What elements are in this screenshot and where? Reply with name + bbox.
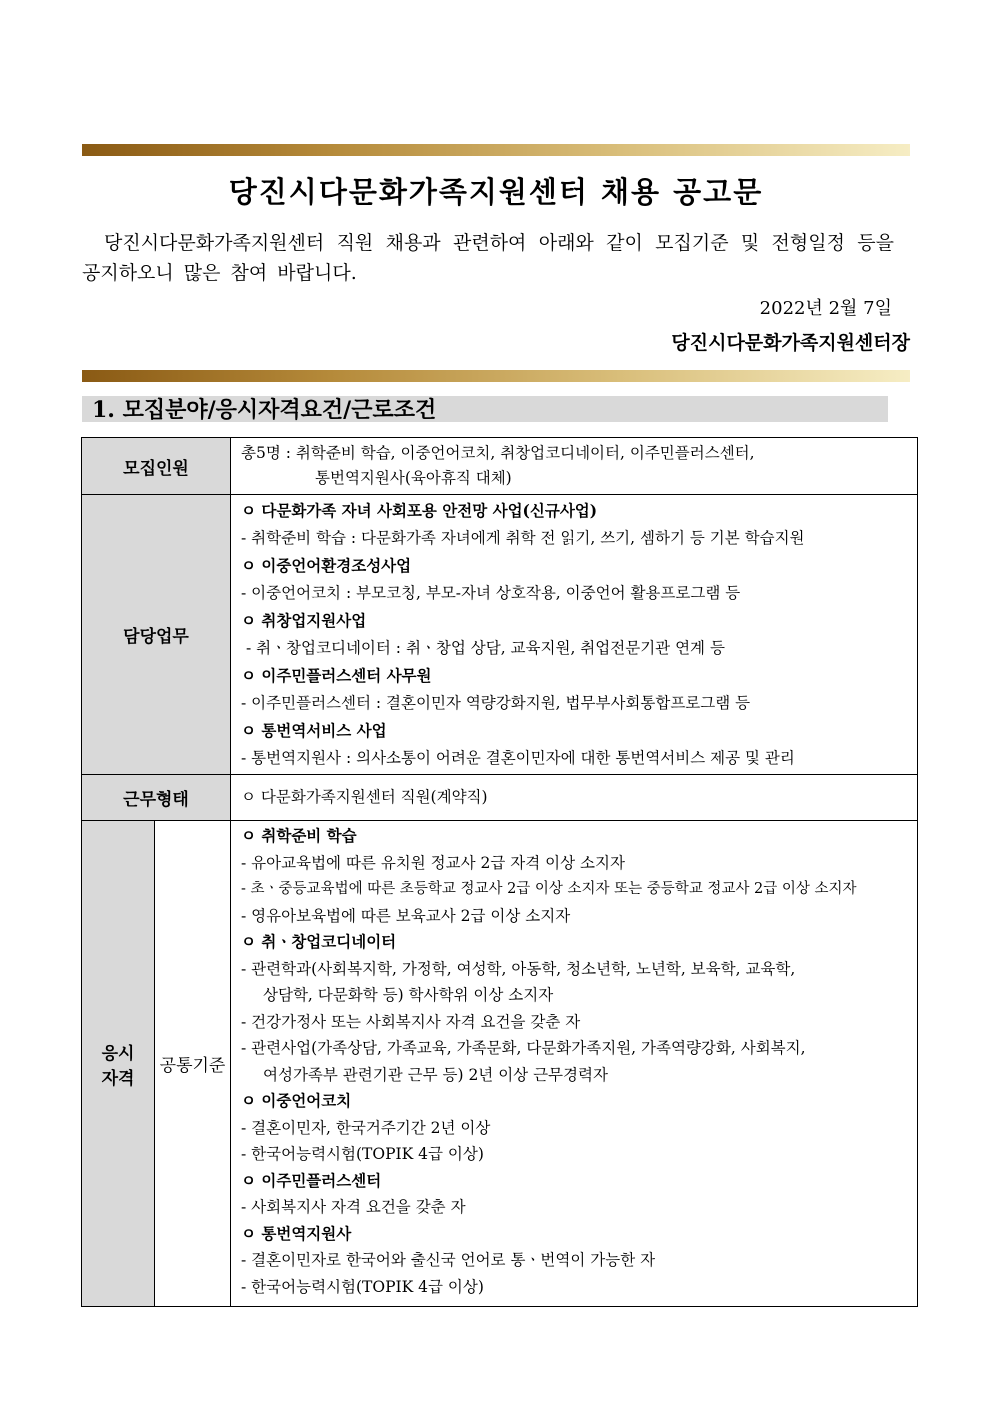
section-heading: 1. 모집분야/응시자격요건/근로조건 — [82, 396, 888, 422]
duty-detail: - 취학준비 학습 : 다문화가족 자녀에게 취학 전 읽기, 쓰기, 셈하기 등 기본 학습지원 — [241, 528, 805, 547]
qualification-line: 여성가족부 관련기관 근무 등) 2년 이상 근무경력자 — [263, 1065, 608, 1084]
duty-detail: - 취ㆍ창업코디네이터 : 취ㆍ창업 상담, 교육지원, 취업전문기관 연계 등 — [241, 638, 725, 657]
top-decorative-bar — [82, 144, 910, 156]
qualification-head: ㅇ 이주민플러스센터 — [241, 1170, 382, 1190]
qualification-label-line: 자격 — [101, 1068, 135, 1089]
table-row-recruit — [82, 438, 918, 495]
table-row-employment — [82, 775, 918, 821]
qualification-line: - 관련학과(사회복지학, 가정학, 여성학, 아동학, 청소년학, 노년학, 보육학, 교육학, — [241, 959, 796, 978]
recruit-content — [231, 438, 918, 495]
duties-label: 담당업무 — [82, 495, 231, 775]
duty-head: ㅇ 취창업지원사업 — [241, 611, 367, 630]
table-row-duties — [82, 495, 918, 775]
organization-signature: 당진시다문화가족지원센터장 — [671, 332, 910, 354]
duty-detail: - 통번역지원사 : 의사소통이 어려운 결혼이민자에 대한 통번역서비스 제공 및 관리 — [241, 748, 795, 767]
qualification-label — [82, 821, 155, 1307]
employment-label: 근무형태 — [82, 775, 231, 821]
qualification-line: - 사회복지사 자격 요건을 갖춘 자 — [241, 1198, 466, 1216]
qualification-label-line: 응시 — [101, 1043, 135, 1064]
recruit-line: 통번역지원사(육아휴직 대체) — [315, 469, 512, 487]
recruitment-table — [81, 437, 918, 1307]
qualification-line: - 관련사업(가족상담, 가족교육, 가족문화, 다문화가족지원, 가족역량강화, 사회복지, — [241, 1039, 806, 1057]
qualification-head: ㅇ 이중언어코치 — [241, 1091, 352, 1110]
duty-detail: - 이중언어코치 : 부모코칭, 부모-자녀 상호작용, 이중언어 활용프로그램 등 — [241, 583, 741, 602]
intro-paragraph: 당진시다문화가족지원센터 직원 채용과 관련하여 아래와 같이 모집기준 및 전형일정 등을 공지하오니 많은 참여 바랍니다. — [82, 232, 894, 284]
qualification-head: ㅇ 취ㆍ창업코디네이터 — [241, 932, 397, 951]
qualification-line: - 결혼이민자, 한국거주기간 2년 이상 — [241, 1118, 491, 1137]
duty-head: ㅇ 통번역서비스 사업 — [241, 721, 387, 740]
recruit-line: 총5명 : 취학준비 학습, 이중언어코치, 취창업코디네이터, 이주민플러스센터, — [241, 444, 755, 462]
qualification-line: - 초ㆍ중등교육법에 따른 초등학교 정교사 2급 이상 소지자 또는 중등학교 정교사 2급 이상 소지자 — [241, 881, 857, 897]
notice-date: 2022년 2월 7일 — [759, 298, 892, 319]
qualification-line: - 결혼이민자로 한국어와 출신국 언어로 통ㆍ번역이 가능한 자 — [241, 1251, 656, 1269]
qualification-line: - 영유아보육법에 따른 보육교사 2급 이상 소지자 — [241, 906, 571, 925]
common-criteria-label: 공통기준 — [155, 821, 231, 1307]
duty-head: ㅇ 이중언어환경조성사업 — [241, 556, 412, 575]
duty-head: ㅇ 이주민플러스센터 사무원 — [241, 666, 432, 685]
qualification-line: - 건강가정사 또는 사회복지사 자격 요건을 갖춘 자 — [241, 1012, 581, 1031]
duty-detail: - 이주민플러스센터 : 결혼이민자 역량강화지원, 법무부사회통합프로그램 등 — [241, 693, 751, 712]
qualification-line: - 한국어능력시험(TOPIK 4급 이상) — [241, 1145, 484, 1163]
qualification-head: ㅇ 통번역지원사 — [241, 1223, 352, 1243]
page-title: 당진시다문화가족지원센터 채용 공고문 — [228, 175, 764, 209]
duty-head: ㅇ 다문화가족 자녀 사회포용 안전망 사업(신규사업) — [241, 501, 598, 520]
qualification-content — [231, 821, 918, 1307]
recruit-label: 모집인원 — [82, 438, 231, 495]
table-row-qualification — [82, 821, 918, 1307]
employment-value: ㅇ 다문화가족지원센터 직원(계약직) — [231, 775, 918, 821]
qualification-line: - 유아교육법에 따른 유치원 정교사 2급 자격 이상 소지자 — [241, 853, 625, 872]
qualification-head: ㅇ 취학준비 학습 — [241, 826, 357, 845]
duties-content — [231, 495, 918, 775]
qualification-line: 상담학, 다문화학 등) 학사학위 이상 소지자 — [263, 986, 554, 1004]
qualification-line: - 한국어능력시험(TOPIK 4급 이상) — [241, 1277, 484, 1296]
bottom-decorative-bar — [82, 370, 910, 382]
